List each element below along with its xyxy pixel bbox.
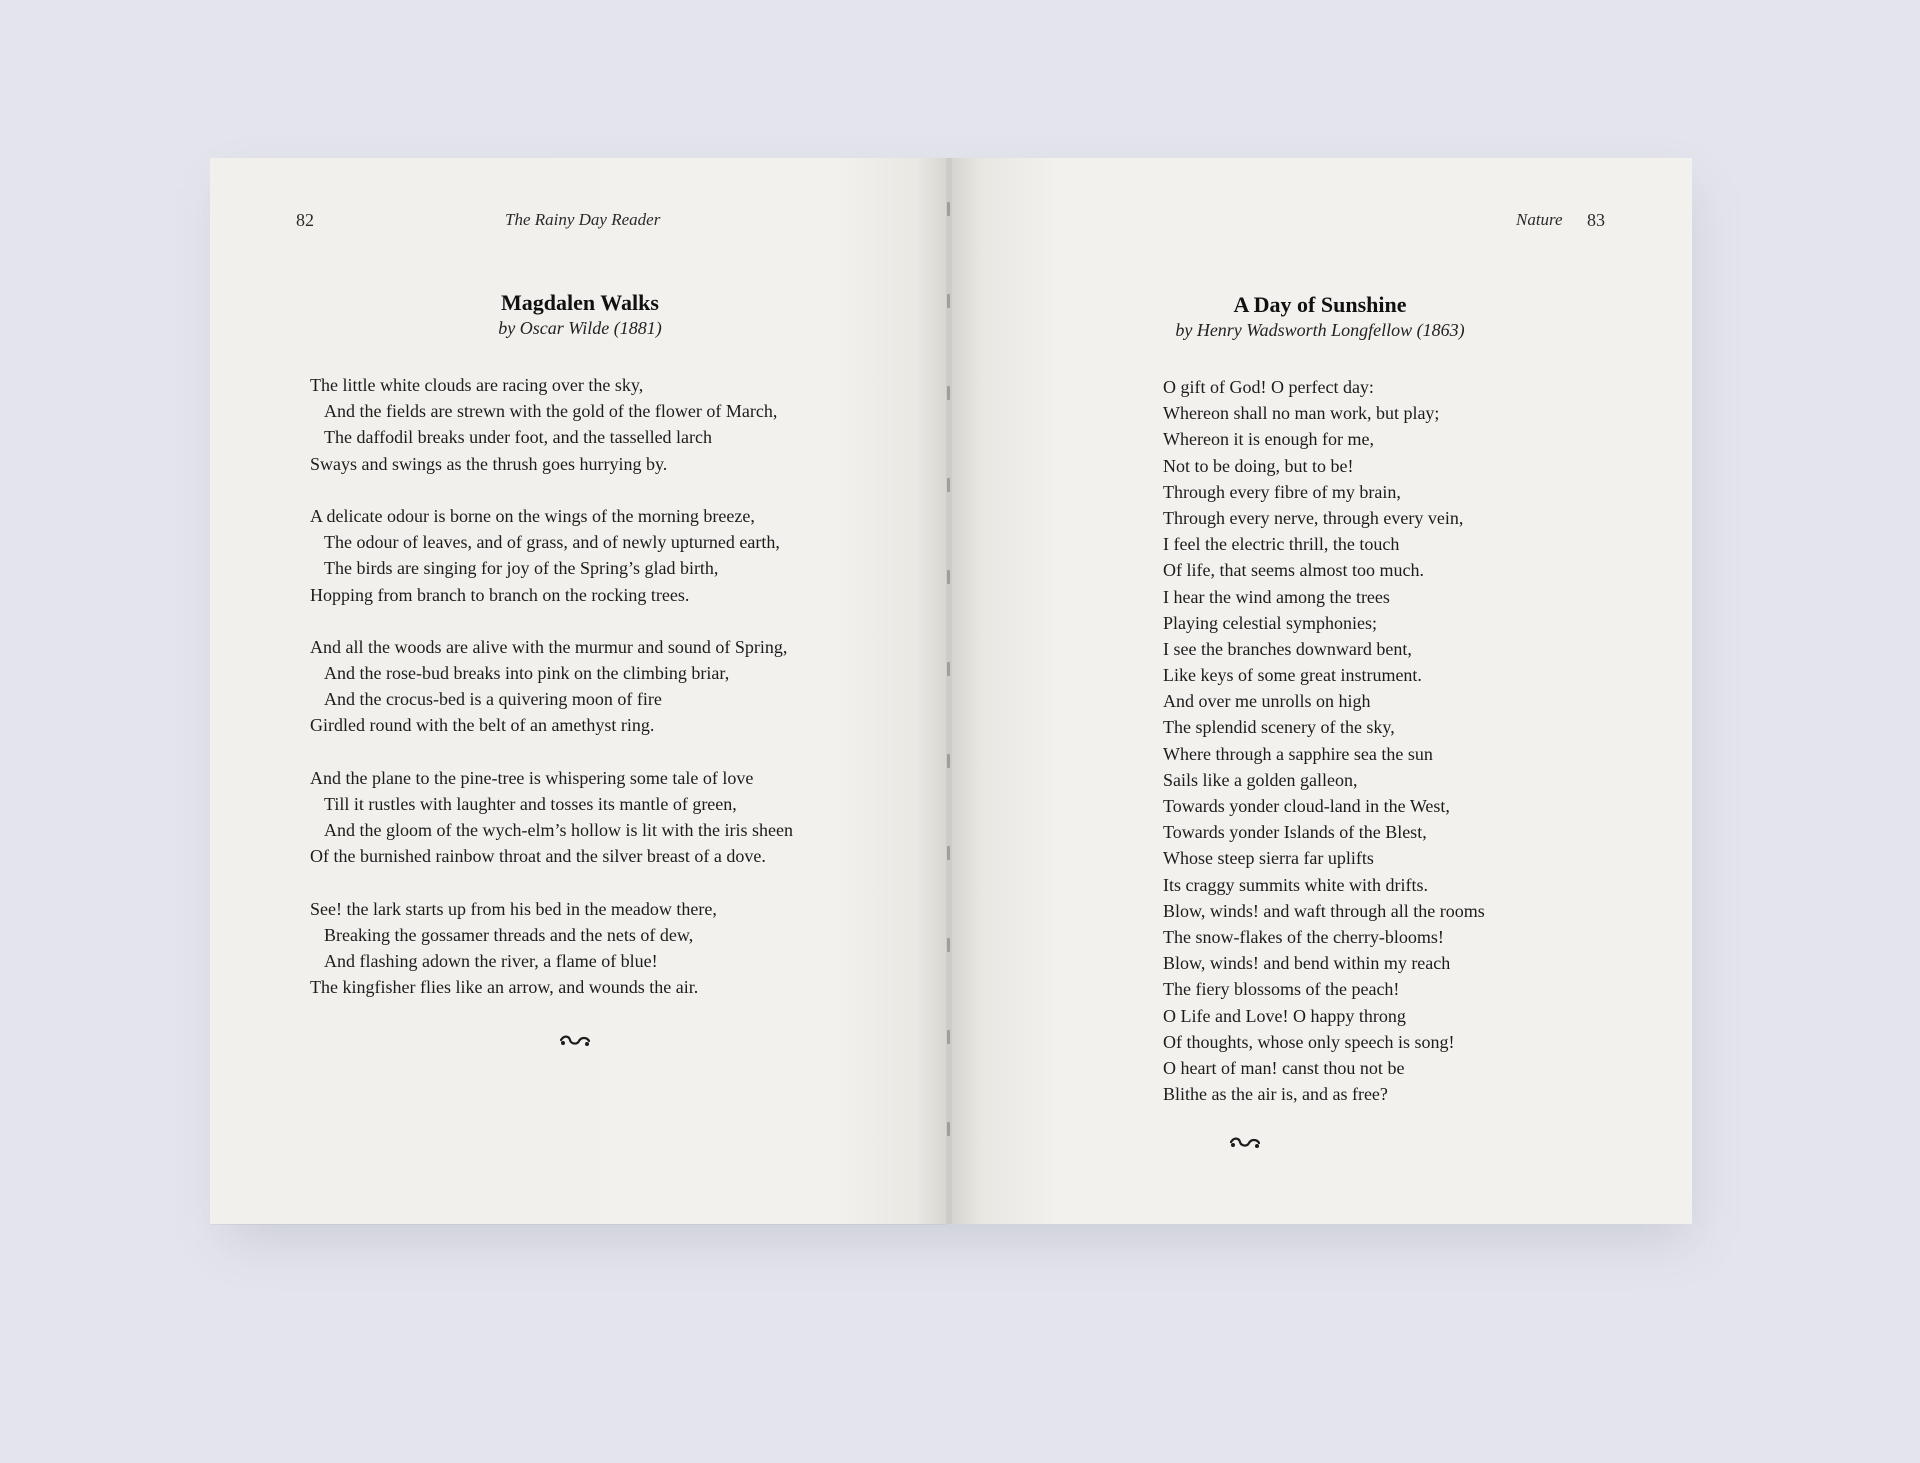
verse-line: I hear the wind among the trees [1163,586,1390,607]
verse-line: The fiery blossoms of the peach! [1163,979,1400,1000]
left-poem-body [310,372,793,1027]
left-poem-byline: by Oscar Wilde (1881) [498,318,662,338]
fleuron-icon [1228,1136,1262,1150]
verse-line: And the plane to the pine-tree is whispering some tale of love [310,767,754,788]
verse-line: Blow, winds! and waft through all the rooms [1163,900,1485,921]
right-page [952,158,1692,1224]
verse-line: Whereon it is enough for me, [1163,429,1374,450]
stanza [310,634,793,739]
left-page [210,158,946,1224]
verse-line: Blithe as the air is, and as free? [1163,1084,1388,1105]
verse-line: And the gloom of the wych-elm’s hollow is lit with the iris sheen [324,820,793,841]
right-poem-byline: by Henry Wadsworth Longfellow (1863) [1175,320,1465,340]
verse-line: The kingfisher flies like an arrow, and wounds the air. [310,977,699,998]
stanza [310,765,793,870]
left-running-head: The Rainy Day Reader [505,210,661,229]
verse-line: And the rose-bud breaks into pink on the climbing briar, [324,663,730,684]
verse-line: Breaking the gossamer threads and the nets of dew, [324,924,694,945]
verse-line: The splendid scenery of the sky, [1163,717,1395,738]
verse-line: Its craggy summits white with drifts. [1163,874,1428,895]
verse-line: And the crocus-bed is a quivering moon of fire [324,689,662,710]
verse-line: Through every nerve, through every vein, [1163,507,1464,528]
open-book [210,158,1692,1224]
verse-line: O gift of God! O perfect day: [1163,377,1374,397]
verse-line: The daffodil breaks under foot, and the tasselled larch [324,427,713,448]
verse-line: Of thoughts, whose only speech is song! [1163,1031,1455,1052]
left-page-number: 82 [296,210,314,230]
verse-line: O Life and Love! O happy throng [1163,1005,1406,1026]
verse-line: I see the branches downward bent, [1163,638,1412,659]
verse-line: See! the lark starts up from his bed in the meadow there, [310,898,717,919]
verse-line: And flashing adown the river, a flame of blue! [324,951,658,972]
stanza [310,503,793,608]
verse-line: Like keys of some great instrument. [1163,665,1422,686]
left-poem-title: Magdalen Walks [501,290,659,315]
verse-line: Playing celestial symphonies; [1163,612,1377,633]
right-running-head: Nature [1516,210,1563,229]
right-poem-body [1163,374,1485,1107]
stanza [310,896,793,1001]
verse-line: Through every fibre of my brain, [1163,481,1401,502]
fleuron-icon [558,1034,592,1048]
verse-line: A delicate odour is borne on the wings of the morning breeze, [310,505,755,526]
verse-line: Whereon shall no man work, but play; [1163,403,1440,424]
verse-line: Where through a sapphire sea the sun [1163,743,1433,764]
verse-line: Towards yonder cloud-land in the West, [1163,796,1450,816]
verse-line: The little white clouds are racing over the sky, [310,375,644,395]
verse-line: Girdled round with the belt of an amethyst ring. [310,715,655,736]
verse-line: Whose steep sierra far uplifts [1163,848,1374,869]
stanza [310,372,793,477]
verse-line: Sails like a golden galleon, [1163,769,1358,790]
verse-line: O heart of man! canst thou not be [1163,1057,1405,1078]
verse-line: Till it rustles with laughter and tosses its mantle of green, [324,794,737,814]
right-page-number: 83 [1587,210,1605,230]
verse-line: Of the burnished rainbow throat and the silver breast of a dove. [310,846,766,867]
verse-line: The snow-flakes of the cherry-blooms! [1163,926,1444,947]
verse-line: Blow, winds! and bend within my reach [1163,953,1451,974]
verse-line: Not to be doing, but to be! [1163,455,1354,476]
verse-line: Hopping from branch to branch on the rocking trees. [310,584,690,605]
verse-line: The birds are singing for joy of the Spring’s glad birth, [324,558,719,579]
verse-line: And the fields are strewn with the gold of the flower of March, [324,401,778,422]
verse-line: The odour of leaves, and of grass, and of newly upturned earth, [324,532,780,553]
verse-line: Sways and swings as the thrush goes hurrying by. [310,453,668,474]
right-poem-title: A Day of Sunshine [1233,292,1407,317]
verse-line: And over me unrolls on high [1163,691,1371,712]
verse-line: Of life, that seems almost too much. [1163,560,1424,581]
verse-line: And all the woods are alive with the murmur and sound of Spring, [310,636,788,657]
verse-line: I feel the electric thrill, the touch [1163,534,1400,555]
verse-line: Towards yonder Islands of the Blest, [1163,822,1427,843]
